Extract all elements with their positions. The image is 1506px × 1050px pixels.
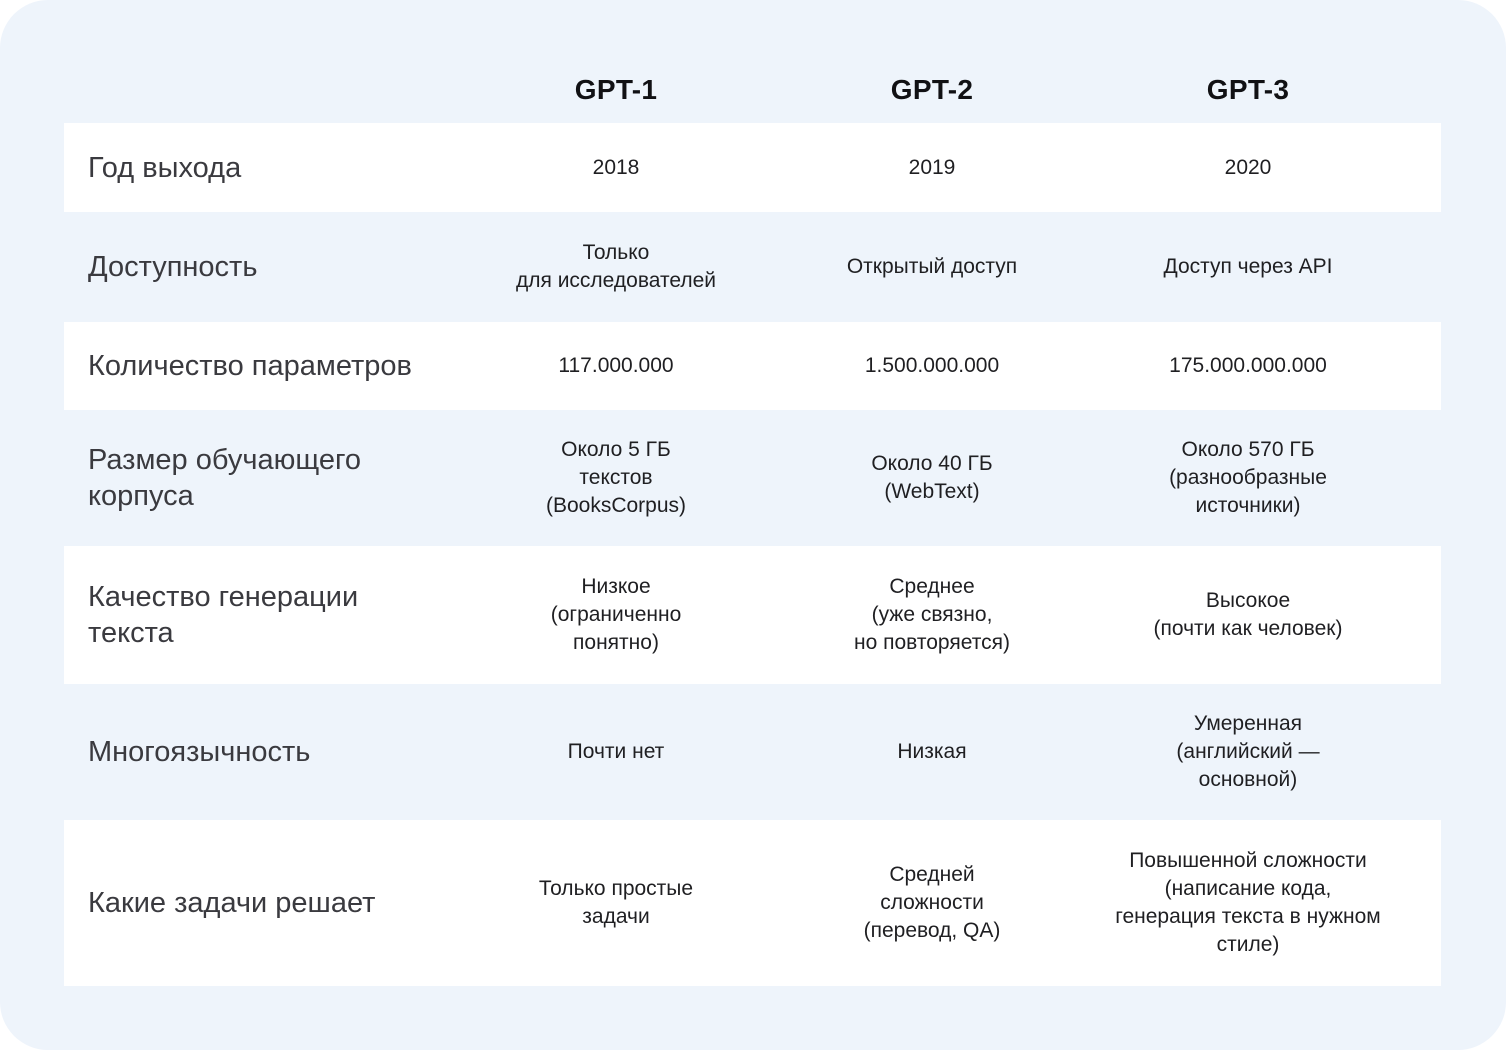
column-header-gpt-1: GPT-1 xyxy=(574,74,658,105)
table-row-multilinguality xyxy=(64,684,1441,820)
row-label: Доступность xyxy=(88,251,258,283)
table-row-tasks xyxy=(64,820,1441,986)
row-label: Размер обучающего корпуса xyxy=(88,444,362,512)
table-cell: Низкое (ограниченно понятно) xyxy=(550,575,682,654)
table-cell: Низкая xyxy=(897,740,967,763)
table-cell: Около 570 ГБ (разнообразные источники) xyxy=(1169,438,1327,517)
table-cell: Доступ через API xyxy=(1163,255,1333,278)
row-label: Год выхода xyxy=(88,151,242,184)
table-cell: Умеренная (английский — основной) xyxy=(1176,712,1320,791)
table-cell: Только простые задачи xyxy=(538,877,694,928)
table-cell: Открытый доступ xyxy=(846,255,1018,278)
table-cell: 2020 xyxy=(1224,155,1272,179)
column-header-gpt-2: GPT-2 xyxy=(890,74,974,105)
table-cell: Высокое (почти как человек) xyxy=(1153,589,1343,640)
table-cell: 175.000.000.000 xyxy=(1169,354,1327,377)
table-cell: Около 5 ГБ текстов (BooksCorpus) xyxy=(545,438,687,517)
table-cell: Средней сложности (перевод, QA) xyxy=(863,863,1001,942)
table-row-release-year xyxy=(64,123,1441,212)
column-header-gpt-3: GPT-3 xyxy=(1206,74,1290,105)
row-label: Количество параметров xyxy=(88,350,412,382)
table-cell: Почти нет xyxy=(567,740,665,763)
table-row-parameters xyxy=(64,322,1441,410)
table-cell: 2019 xyxy=(908,155,956,179)
table-cell: 2018 xyxy=(592,155,640,179)
table-cell: Среднее (уже связно, но повторяется) xyxy=(854,575,1010,654)
row-label: Какие задачи решает xyxy=(88,887,376,919)
table-cell: 117.000.000 xyxy=(558,354,674,377)
table-cell: Повышенной сложности (написание кода, генерация текста в нужном стиле) xyxy=(1115,849,1381,956)
row-label: Многоязычность xyxy=(88,736,311,768)
table-row-corpus-size xyxy=(64,410,1441,546)
table-cell: Около 40 ГБ (WebText) xyxy=(871,452,993,503)
table-header xyxy=(64,58,1441,122)
table-cell: Только для исследователей xyxy=(515,241,716,292)
table-row-generation-quality xyxy=(64,546,1441,684)
table-cell: 1.500.000.000 xyxy=(864,354,1000,377)
row-label: Качество генерации текста xyxy=(88,581,359,649)
table-row-availability xyxy=(64,212,1441,322)
